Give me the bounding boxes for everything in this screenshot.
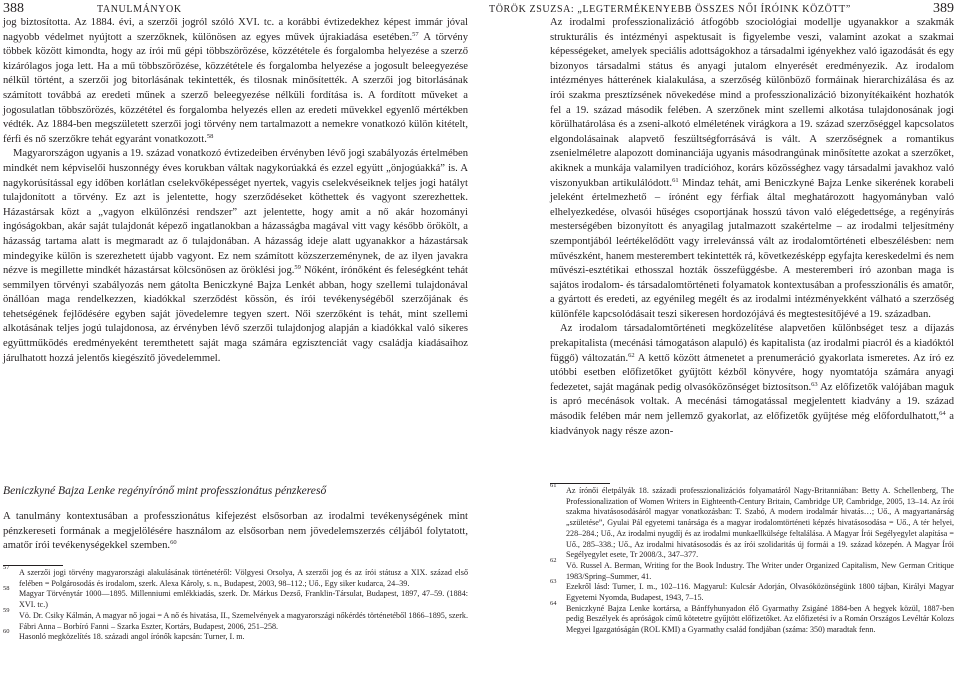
left-page-number: 388: [3, 1, 24, 16]
footnote-62: 62 Vö. Russel A. Berman, Writing for the Book Industry. The Writer under Organized Capitalism, New German Critique 1983/Spring–Summer, 41.: [550, 556, 954, 581]
right-body-text: [550, 16, 954, 439]
right-paragraph-1: Az irodalmi professzionalizáció átfogóbb szociológiai modellje ugyanakkor a szakmák strukturális és intézményi aspektusait is figyelembe veszi, valamint azokat a szakmai képességeket, amelyek speciális adottságokhoz a társadalmi igényekhez való igazodását és egy bizonyos társadalmi státus és anyagi jutalom elnyerését eredményezik. Az irodalom intézményes hátterének kialakulása, a szerzőség különböző formáinak hierarchizálása és az írói szakma presztízsének növekedése mind a professzionalizáció bizonyítékaiként hozhatók fel a 19. század második felében. A szerzőnek mint szellemi alkotása tulajdonosának jogi körülhatárolása és a zseni-alkotó elméletének virágkora a 19. század szerzőséggel kapcsolatos elgondolásainak alapvető feszültségforrásává is vált. A szerzőségnek a romantikus zsenielméletre alapozott dominanciája ugyanis másodrangúnak minősítette azokat a szerzőket, akiknek a munkája valamilyen tradícióhoz, korárs közösséghez vagy társadalmi javakhoz való viszonyukban artikulálódott.$^{61}$ Mindaz tehát, ami Beniczkyné Bajza Lenke sikerének korabeli jeleként értelmezhető – írónént egy férfiak által meghatározott hagyományban való elhelyezkedése, olvasói hűséges csoportjának hosszú távon való elégedettsége, a regényírás mesterségében bizonyított és anyagilag jutalmazott szakértelme – az irodalmi teljesítmény szempontjából leértékelődött vagy irrelevánssá vált az irodalomtörténeti elbeszélésben: nem művészként, hanem mesterembert tekintették rá, következésképp egyfajta kereskedelmi és nem művészi-esztétikai ethosszal hozták összefüggésbe. A mesteremberi író azonban maga is sajátos irodalom- és társadalomtörténeti folyamatok kontextusában a professzionális és amatőr, a gyártott és eredeti, az egyénileg megélt és az irodalmi intézményekként válható a szerzőség különféle kapcsolódásait teszi sikeresen hordozójává és megtestesítőjévé a 19. században.: [550, 17, 954, 320]
footnote-59: 59 Vö. Dr. Csiky Kálmán, A magyar nő jogai = A nő és hivatása, II., Szemelvények a magyarországi nőkérdés történetéből 1866–1895, szerk. Fábri Anna – Borbíró Fanni – Szarka Eszter, Kortárs, Budapest, 2006, 251–258.: [3, 606, 468, 631]
right-running-title: TÖRÖK ZSUZSA: „LEGTERMÉKENYEBB ÖSSZES NŐI ÍRÓINK KÖZÖTT”: [489, 4, 851, 15]
left-paragraph-2: Magyarországon ugyanis a 19. század vonatkozó évtizedeiben érvényben lévő jogi szabályozás értelmében mindkét nem képviselői huszonnégy éves korukban váltak nagykorúakká és ezzel együtt „önjogúakká” is. A nagykorúsítással egy időben korlátlan cselekvőképességet nyertek, vagyis cselekvéseiknek teljes jogi hatályt tulajdonított a törvény. Ez azt is jelentette, hogy szerződéseket köthettek és vagyont szerezhettek. Házastársak közt a „vagyon elkülönzési rendszer” azt jelentette, hogy amit a nő akár hozományi ingóságokban, akár saját tulajdonát képező ingatlanokban a házasságba magával vitt vagy később örökölt, a házasság tartama alatt is megmaradt az ő tulajdonában. A házasság ideje alatt ugyanakkor a házastársak mindegyike külön is szerezhetett újabb vagyont. Ez nem számított közszerzeménynek, de az ilyen javakra nézve is megillette mindkét házastársat kölcsönösen az öröklési jog.$^{59}$ Nőként, írónőként és feleségként tehát semmilyen törvényi szabályozás nem gátolta Beniczkyné Bajza Lenkét abban, hogy szellemi tulajdonával önállóan maga rendelkezzen, kiadókkal szerződést kössön, és írói tevékenységéből szerzőjának és tehetségének fejlődésére egyben saját jövedelemre tegyen szert. Női szerzőként is tehát, mint szellemi alkotásának teljes jogú tulajdonosa, az érvényben lévő szerzői tulajdonjog alapján a kiadókkal való sikeres együttműködés eredményeként teremthetett saját maga számára egzisztenciát vagy családja kiadásaihoz járulhatott hozzá jelentős kiegészítő jövedelemmel.: [3, 148, 468, 364]
right-footnote-rule: [550, 483, 610, 484]
footnote-63: 63 Ezekről lásd: Turner, I. m., 102–116. Magyarul: Kulcsár Adorján, Olvasóközönségünk 1800 tájban, Királyi Magyar Egyetemi Nyomda, Budapest, 1943, 7–15.: [550, 578, 954, 603]
footnote-61: 61 Az írónői életpályák 18. századi professzionalizációs folyamatáról Nagy-Britanniában: Betty A. Schellenberg, The Professionalization of Women Writers in Eighteenth-Century Britain, Cambridge UP, Cambridge, 2005, 13–14. Az írói szakma hivatásosodásáról magyar vonatkozásban: T. Szabó, A modern irodalmár hivatás…; Uő., A magyartanárság „születése”, Gyulai Pál egyetemi tanársága és a magyar irodalomtörténeti képzés hivatásosodása = Uő., A tér helyei, 228–284.; Uő., Az irodalmi nyugdíj és az irodalmi munkaellkülsége feltalálása. A Magyar Írói Segélyegylet alapítása = Uő., 285–338.; Uő., Az irodalmi hivatásosodás és az írói szolidaritás új formái a 19. század közepén. A Magyar Írói Segélyegylet esete, Tr 2008/3., 347–377.: [550, 482, 954, 560]
footnote-57: 57 A szerzői jogi törvény magyarországi alakulásának történetéről: Völgyesi Orsolya, A szerzői jog és az írói státusz a XIX. század első felében = Polgárosodás és irodalom, szerk. Alexa Károly, s. n., Budapest, 2003, 98–112.; Uő., Egy siker kudarca, 24–39.: [3, 564, 468, 588]
footnote-60: 60 Hasonló megközelítés 18. századi angol írónők kapcsán: Turner, I. m.: [3, 628, 245, 642]
left-body-after-heading: [3, 510, 468, 554]
left-paragraph-3: A tanulmány kontextusában a professzionátus kifejezést elsősorban az irodalmi tevékenységének mint pénzkereseti formának a megjelölésére használom az elsősorban nem jövedelemszerzés céljából folytatott, amatőr írói tevékenységekkel szemben.$^{60}$: [3, 511, 468, 552]
right-paragraph-2: Az irodalom társadalomtörténeti megközelítése alapvetően különbséget tesz a díjazás prekapitalista (mecénási támogatáson alapuló) és kapitalista (az irodalmi piacról és a kiadóktól függő) változatán.$^{62}$ A kettő között átmenetet a prenumeráció gyakorlata ismeretes. Az író ez utóbbi esetben előfizetőket gyűjtött kézből könyvére, hogy nyomtatója számára anyagi fedezetet, saját magának pedig olvasóközönséget biztosítson.$^{63}$ Az előfizetők valójában maguk is apró mecénások voltak. A mecénási támogatással megjelentett kiadvány a 19. század második felében már nem jellemző gyakorlat, az előfizetők gyűjtése még előfordulhatott,$^{64}$ a kiadványok nagy része azon-: [550, 323, 954, 437]
right-footnotes: [550, 482, 954, 636]
left-footnotes: [3, 564, 468, 643]
left-paragraph-1: jog biztosította. Az 1884. évi, a szerzői jogról szóló XVI. tc. a korábbi évtizedekhez képest immár jóval nagyobb védelmet nyújtott a szerzőknek, különösen az egyes művek újrakiadása esetében.$^{57}$ A törvény többek között kimondta, hogy az írói mű gépi többszörözése, közzététele és forgalomba helyezése a szerző kizárólagos joga lett. Ha a mű többszörözése, közzététele és forgalomba helyezése a jogosult beleegyezése nélkül történt, a szerzői jog bitorlásának tekintették, és tilosnak minősítették. A szerzői jog bitorlásának számított továbbá az eredeti műnek a szerző beleegyezése nélküli fordítása is. A fordított műveket a jogosulatlan többszörözés, közzététel és forgalomba helyezés ellen az eredeti művekkel egyenlő mértékben védték. Az 1884-ben megszületett szerzői jogi törvény nem tartalmazott a nemekre vonatkozó külön kitételt, férfi és nő szerzőkre tehát egyaránt vonatkozott.$^{58}$: [3, 17, 468, 145]
left-footnote-rule: [3, 565, 63, 566]
footnote-64: 64 Beniczkyné Bajza Lenke kortársa, a Bánffyhunyadon élő Gyarmathy Zsigáné 1884-ben A hegyek közül, 1887-ben pedig Beszélyek és apróságok című kötetetre gyűjtött előfizetőket. Az előfizetési ív a Román Országos Levéltár Kolozs Megyei Igazgatóságán (ROL KMI) a Gyarmathy család fondjában (száma: 350) maradtak fenn.: [550, 599, 954, 635]
section-heading: Beniczkyné Bajza Lenke regényírónő mint professzionátus pénzkereső: [3, 484, 327, 497]
left-body-text: [3, 16, 468, 366]
footnote-58: 58 Magyar Törvénytár 1000—1895. Millenniumi emlékkiadás, szerk. Dr. Márkus Dezső, Franklin-Társulat, Budapest, 1897, 47–59. (1884: XVI. tc.): [3, 585, 468, 610]
right-page-number: 389: [933, 1, 954, 16]
left-running-title: TANULMÁNYOK: [97, 4, 182, 15]
